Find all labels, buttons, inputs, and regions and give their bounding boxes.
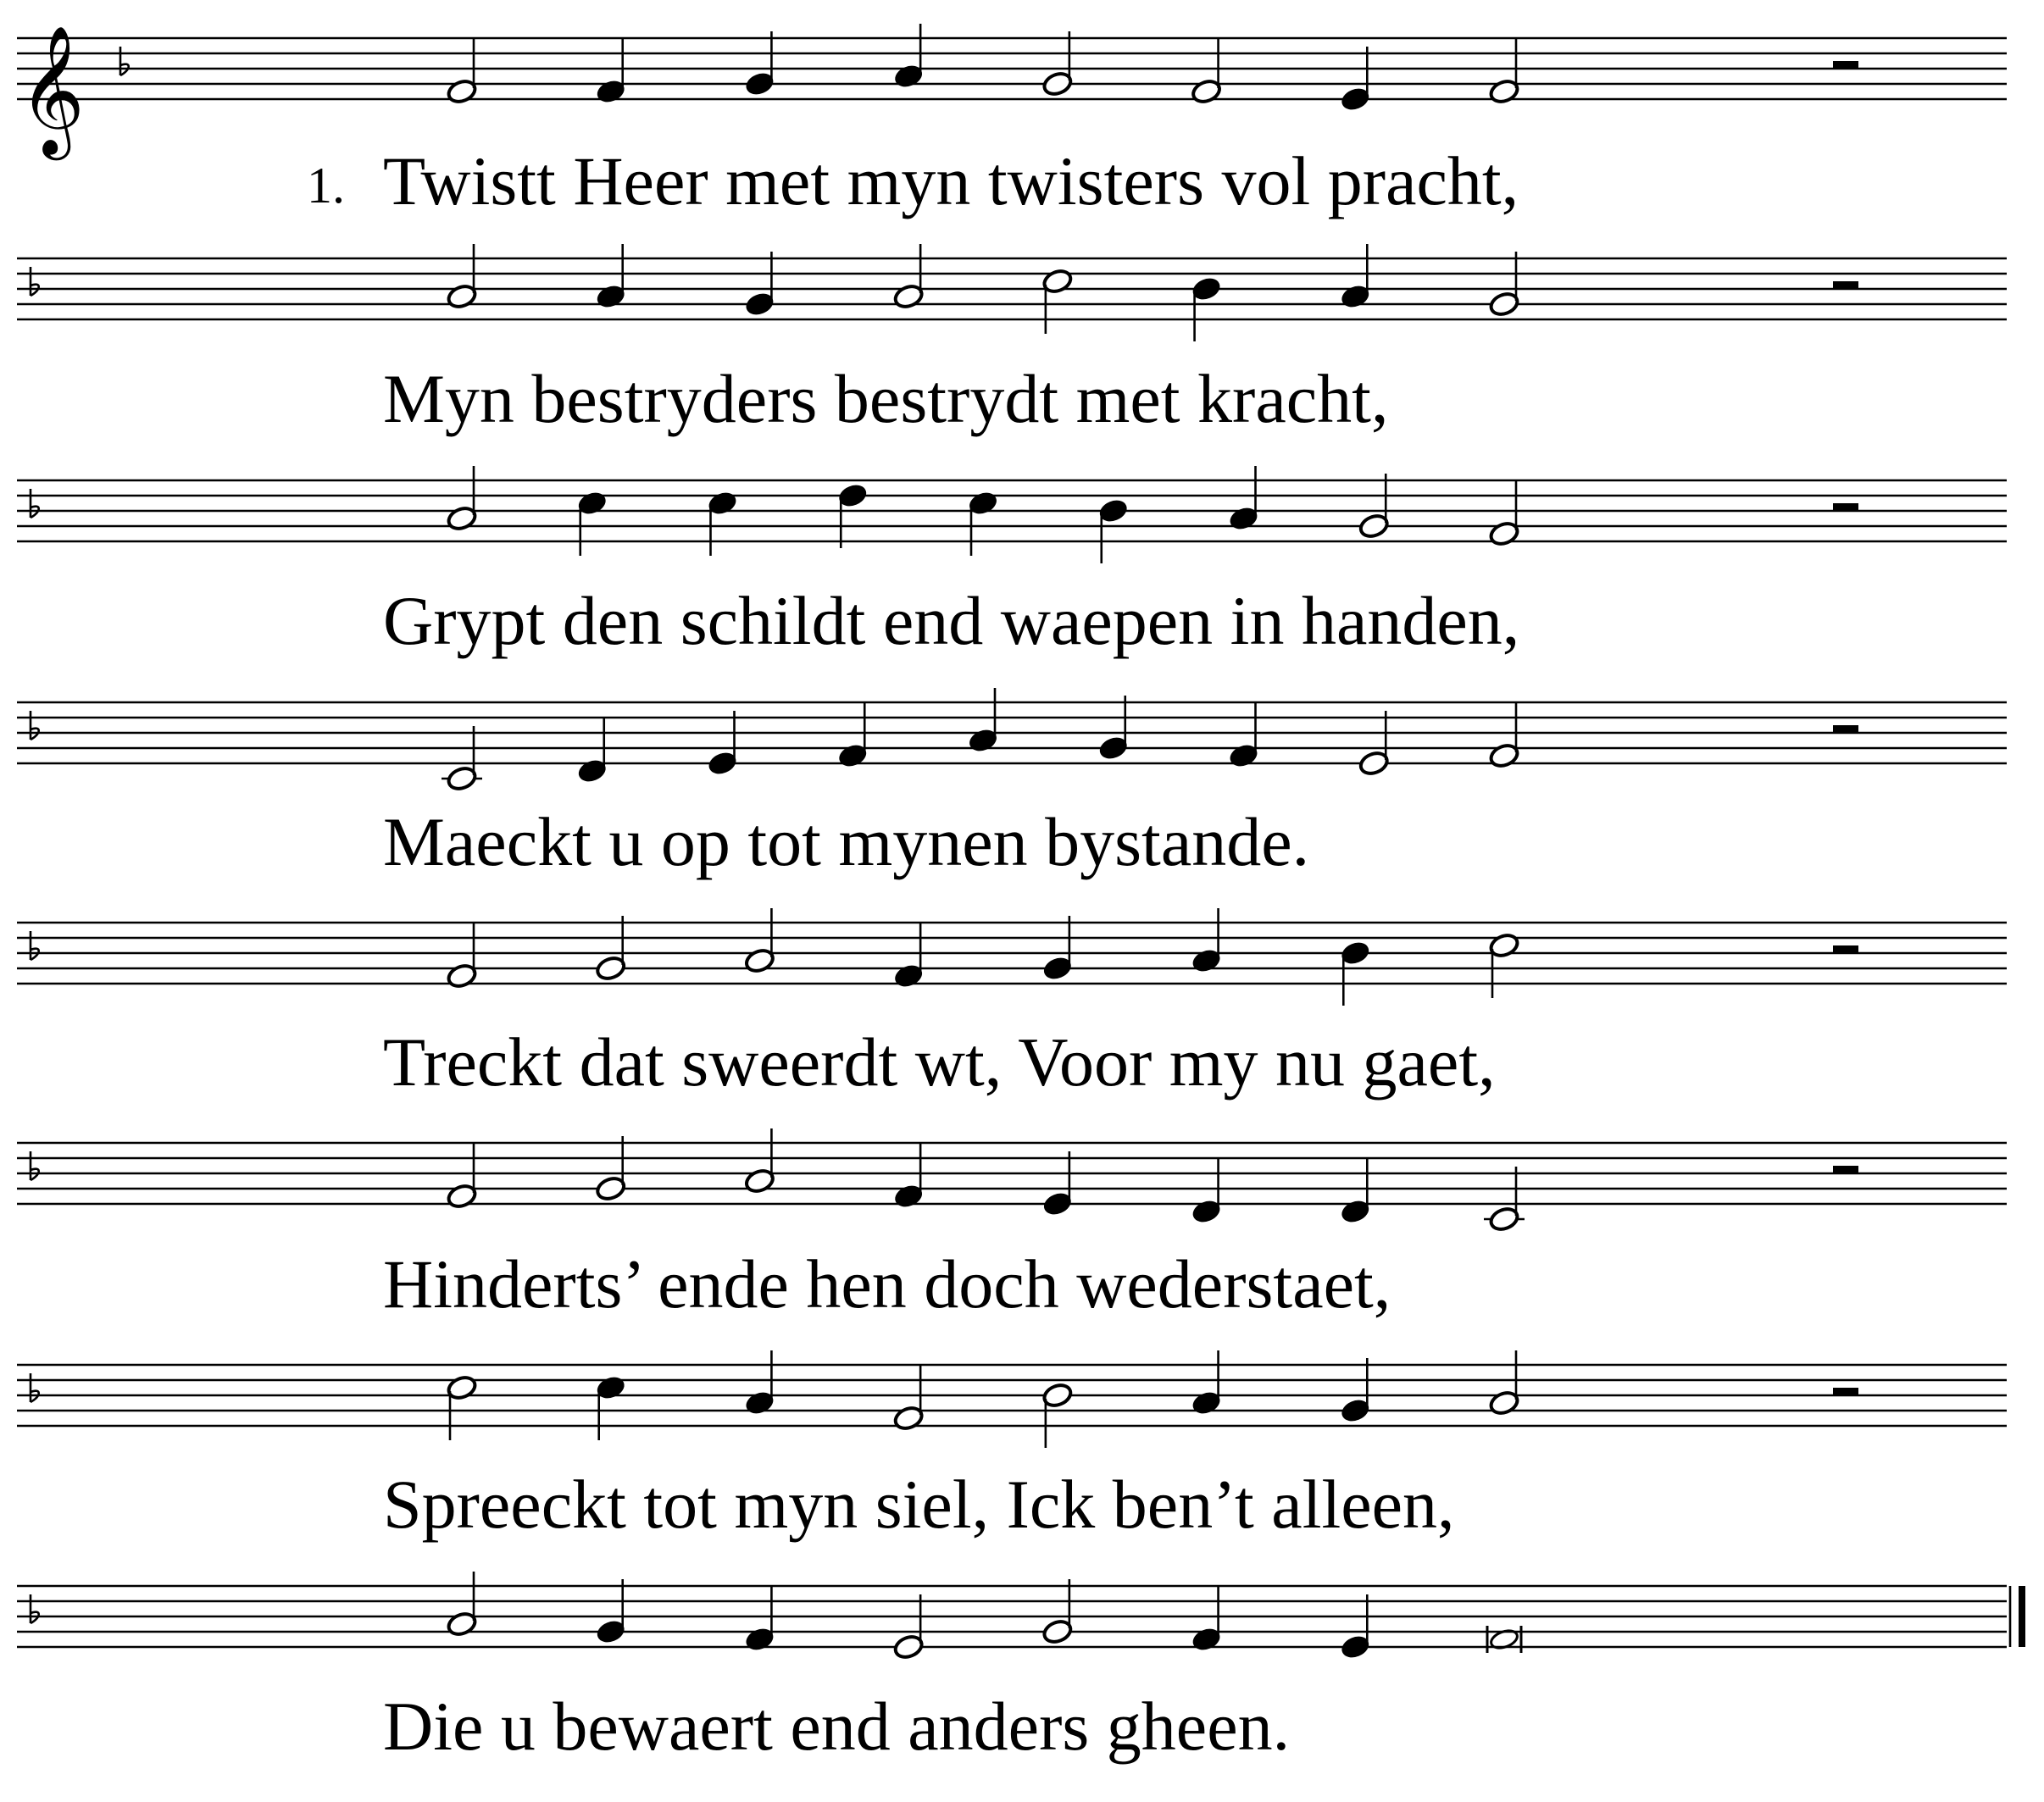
note [576, 718, 608, 785]
note [1339, 47, 1371, 113]
note [1339, 244, 1371, 310]
flat-icon [31, 931, 39, 960]
note [892, 923, 925, 990]
note [1097, 497, 1130, 563]
note [1041, 1151, 1074, 1217]
note [1488, 39, 1520, 105]
note [595, 39, 627, 105]
half-rest-icon [1833, 1166, 1858, 1173]
note [1339, 1594, 1371, 1661]
note [1488, 703, 1520, 769]
flat-icon [31, 489, 39, 518]
half-rest-icon [1833, 945, 1858, 953]
note [1488, 252, 1520, 318]
staff-system [17, 24, 2007, 160]
note [1488, 932, 1520, 998]
note [1339, 940, 1371, 1006]
note [442, 726, 482, 792]
note [1339, 1358, 1371, 1424]
note [1097, 696, 1130, 762]
note [1041, 916, 1074, 982]
lyric-line: Twistt Heer met myn twisters vol pracht, [383, 142, 1519, 219]
note [707, 711, 739, 777]
staff-system [17, 244, 2007, 341]
verse-number: 1. [307, 158, 345, 213]
staff-system [17, 908, 2007, 1006]
note [1041, 1579, 1074, 1645]
note [892, 24, 925, 90]
half-rest-icon [1833, 281, 1858, 289]
flat-icon [31, 1594, 39, 1623]
note [836, 703, 869, 769]
staff-system [17, 1350, 2007, 1448]
lyric-line: Hinderts’ ende hen doch wederstaet, [383, 1245, 1391, 1322]
note [1191, 1159, 1223, 1225]
note [1041, 1382, 1074, 1448]
note [595, 1374, 627, 1440]
final-barline [2010, 1586, 2022, 1647]
note [1487, 1626, 1521, 1653]
staff-system [17, 1572, 2022, 1661]
note [1041, 31, 1074, 97]
note [967, 490, 999, 556]
note [967, 688, 999, 754]
note [1358, 474, 1390, 540]
treble-clef-icon: 𝄞 [19, 25, 86, 155]
note [1488, 1350, 1520, 1417]
flat-icon [31, 1373, 39, 1402]
note [446, 39, 478, 105]
note [446, 466, 478, 532]
lyric-line: Myn bestryders bestrydt met kracht, [383, 360, 1389, 437]
half-rest-icon [1833, 61, 1858, 69]
staff-system [17, 688, 2007, 792]
note [743, 1587, 775, 1653]
note [595, 916, 627, 982]
half-rest-icon [1833, 1388, 1858, 1395]
note [1191, 275, 1223, 341]
note [743, 252, 775, 318]
note [836, 482, 869, 548]
note [892, 1366, 925, 1432]
note [1228, 703, 1260, 769]
note [595, 1579, 627, 1645]
note [1191, 908, 1223, 974]
lyric-line: Treckt dat sweerdt wt, Voor my nu gaet, [383, 1023, 1496, 1101]
note [707, 490, 739, 556]
lyric-line: Spreeckt tot myn siel, Ick ben’t alleen, [383, 1466, 1455, 1543]
lyric-line: Maeckt u op tot mynen bystande. [383, 803, 1310, 880]
note [1484, 1167, 1525, 1233]
half-rest-icon [1833, 725, 1858, 733]
note [743, 908, 775, 974]
staff-system [17, 1128, 2007, 1233]
lyric-line: Grypt den schildt end waepen in handen, [383, 582, 1520, 659]
note [1488, 481, 1520, 547]
note [1191, 1350, 1223, 1417]
note [1191, 1587, 1223, 1653]
note [446, 1374, 478, 1440]
note [892, 244, 925, 310]
note [1358, 711, 1390, 777]
note [446, 244, 478, 310]
note [595, 1136, 627, 1202]
note [1228, 466, 1260, 532]
note [892, 1144, 925, 1210]
staff-system [17, 466, 2007, 563]
lyric-line: Die u bewaert end anders gheen. [383, 1688, 1291, 1765]
note [743, 31, 775, 97]
note [595, 244, 627, 310]
note [1339, 1159, 1371, 1225]
flat-icon [31, 267, 39, 296]
note [1191, 39, 1223, 105]
note [743, 1350, 775, 1417]
note [576, 490, 608, 556]
note [446, 1572, 478, 1638]
note [1041, 268, 1074, 334]
half-rest-icon [1833, 503, 1858, 511]
note [892, 1594, 925, 1661]
flat-icon [120, 47, 129, 75]
note [446, 923, 478, 990]
flat-icon [31, 1151, 39, 1180]
note [446, 1144, 478, 1210]
flat-icon [31, 711, 39, 740]
note [743, 1128, 775, 1195]
